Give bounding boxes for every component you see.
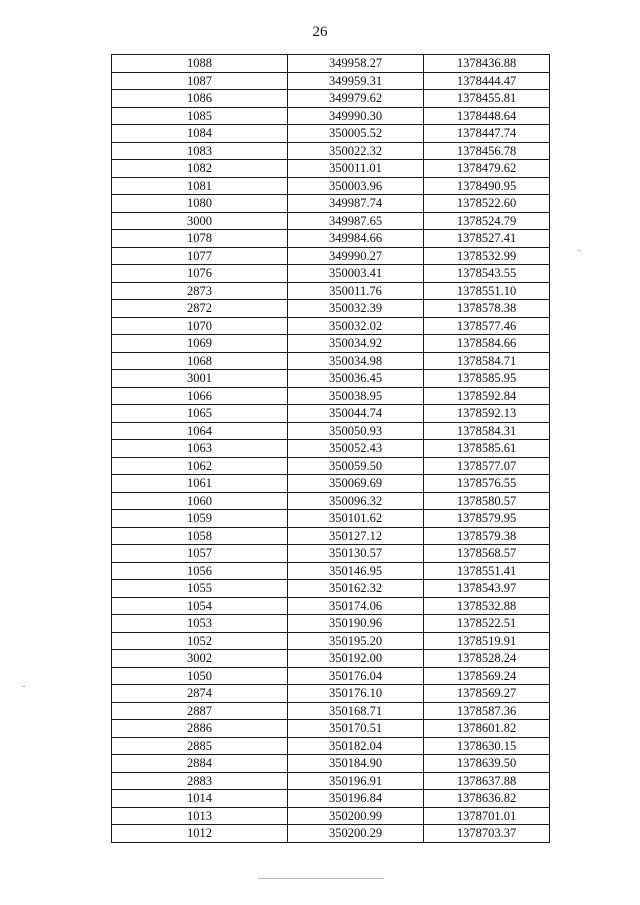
y-coordinate-cell: 1378577.46 <box>424 317 550 335</box>
x-coordinate-cell: 350044.74 <box>288 405 424 423</box>
y-coordinate-cell: 1378551.10 <box>424 282 550 300</box>
x-coordinate-cell: 350101.62 <box>288 510 424 528</box>
point-number-cell: 1085 <box>112 107 288 125</box>
point-number-cell: 1058 <box>112 527 288 545</box>
point-number-cell: 1061 <box>112 475 288 493</box>
point-number-cell: 1063 <box>112 440 288 458</box>
x-coordinate-cell: 350184.90 <box>288 755 424 773</box>
table-row <box>112 142 550 160</box>
y-coordinate-cell: 1378528.24 <box>424 650 550 668</box>
y-coordinate-cell: 1378532.88 <box>424 597 550 615</box>
x-coordinate-cell: 350022.32 <box>288 142 424 160</box>
x-coordinate-cell: 350170.51 <box>288 720 424 738</box>
coordinates-table-body <box>112 55 550 843</box>
table-row <box>112 527 550 545</box>
y-coordinate-cell: 1378592.84 <box>424 387 550 405</box>
table-row <box>112 90 550 108</box>
point-number-cell: 2886 <box>112 720 288 738</box>
table-row <box>112 265 550 283</box>
point-number-cell: 1084 <box>112 125 288 143</box>
table-row <box>112 282 550 300</box>
y-coordinate-cell: 1378522.51 <box>424 615 550 633</box>
point-number-cell: 1070 <box>112 317 288 335</box>
x-coordinate-cell: 350200.29 <box>288 825 424 843</box>
y-coordinate-cell: 1378444.47 <box>424 72 550 90</box>
point-number-cell: 1078 <box>112 230 288 248</box>
point-number-cell: 2872 <box>112 300 288 318</box>
table-row <box>112 597 550 615</box>
table-row <box>112 702 550 720</box>
y-coordinate-cell: 1378543.97 <box>424 580 550 598</box>
coordinates-table <box>111 54 550 843</box>
point-number-cell: 1014 <box>112 790 288 808</box>
table-row <box>112 422 550 440</box>
x-coordinate-cell: 350174.06 <box>288 597 424 615</box>
x-coordinate-cell: 350162.32 <box>288 580 424 598</box>
table-row <box>112 807 550 825</box>
scan-dot-right <box>578 250 581 251</box>
y-coordinate-cell: 1378569.24 <box>424 667 550 685</box>
table-row <box>112 72 550 90</box>
point-number-cell: 1062 <box>112 457 288 475</box>
point-number-cell: 2884 <box>112 755 288 773</box>
y-coordinate-cell: 1378639.50 <box>424 755 550 773</box>
point-number-cell: 1088 <box>112 55 288 73</box>
x-coordinate-cell: 349959.31 <box>288 72 424 90</box>
point-number-cell: 2873 <box>112 282 288 300</box>
point-number-cell: 1060 <box>112 492 288 510</box>
table-row <box>112 247 550 265</box>
table-row <box>112 352 550 370</box>
x-coordinate-cell: 350176.10 <box>288 685 424 703</box>
table-row <box>112 212 550 230</box>
y-coordinate-cell: 1378630.15 <box>424 737 550 755</box>
x-coordinate-cell: 350011.01 <box>288 160 424 178</box>
y-coordinate-cell: 1378524.79 <box>424 212 550 230</box>
x-coordinate-cell: 350052.43 <box>288 440 424 458</box>
x-coordinate-cell: 350127.12 <box>288 527 424 545</box>
x-coordinate-cell: 349979.62 <box>288 90 424 108</box>
table-row <box>112 562 550 580</box>
table-row <box>112 440 550 458</box>
table-row <box>112 650 550 668</box>
table-row <box>112 405 550 423</box>
point-number-cell: 3001 <box>112 370 288 388</box>
y-coordinate-cell: 1378543.55 <box>424 265 550 283</box>
x-coordinate-cell: 350096.32 <box>288 492 424 510</box>
table-row <box>112 510 550 528</box>
y-coordinate-cell: 1378578.38 <box>424 300 550 318</box>
x-coordinate-cell: 350195.20 <box>288 632 424 650</box>
table-row <box>112 195 550 213</box>
point-number-cell: 1050 <box>112 667 288 685</box>
y-coordinate-cell: 1378527.41 <box>424 230 550 248</box>
table-row <box>112 160 550 178</box>
x-coordinate-cell: 350069.69 <box>288 475 424 493</box>
table-row <box>112 55 550 73</box>
y-coordinate-cell: 1378584.71 <box>424 352 550 370</box>
table-row <box>112 755 550 773</box>
y-coordinate-cell: 1378576.55 <box>424 475 550 493</box>
y-coordinate-cell: 1378522.60 <box>424 195 550 213</box>
table-row <box>112 475 550 493</box>
table-row <box>112 317 550 335</box>
point-number-cell: 1077 <box>112 247 288 265</box>
table-row <box>112 772 550 790</box>
y-coordinate-cell: 1378636.82 <box>424 790 550 808</box>
table-row <box>112 720 550 738</box>
y-coordinate-cell: 1378703.37 <box>424 825 550 843</box>
point-number-cell: 1080 <box>112 195 288 213</box>
table-row <box>112 545 550 563</box>
y-coordinate-cell: 1378456.78 <box>424 142 550 160</box>
x-coordinate-cell: 350034.92 <box>288 335 424 353</box>
y-coordinate-cell: 1378579.95 <box>424 510 550 528</box>
x-coordinate-cell: 350011.76 <box>288 282 424 300</box>
table-row <box>112 492 550 510</box>
table-row <box>112 370 550 388</box>
point-number-cell: 1054 <box>112 597 288 615</box>
y-coordinate-cell: 1378455.81 <box>424 90 550 108</box>
point-number-cell: 3000 <box>112 212 288 230</box>
y-coordinate-cell: 1378568.57 <box>424 545 550 563</box>
table-row <box>112 632 550 650</box>
table-row <box>112 177 550 195</box>
table-row <box>112 825 550 843</box>
x-coordinate-cell: 349984.66 <box>288 230 424 248</box>
table-row <box>112 335 550 353</box>
y-coordinate-cell: 1378532.99 <box>424 247 550 265</box>
x-coordinate-cell: 349990.27 <box>288 247 424 265</box>
point-number-cell: 1076 <box>112 265 288 283</box>
table-row <box>112 230 550 248</box>
table-row <box>112 125 550 143</box>
y-coordinate-cell: 1378584.66 <box>424 335 550 353</box>
y-coordinate-cell: 1378579.38 <box>424 527 550 545</box>
point-number-cell: 3002 <box>112 650 288 668</box>
page-number: 26 <box>312 24 328 40</box>
y-coordinate-cell: 1378569.27 <box>424 685 550 703</box>
x-coordinate-cell: 350190.96 <box>288 615 424 633</box>
point-number-cell: 1086 <box>112 90 288 108</box>
table-row <box>112 580 550 598</box>
point-number-cell: 2874 <box>112 685 288 703</box>
x-coordinate-cell: 350032.39 <box>288 300 424 318</box>
point-number-cell: 1053 <box>112 615 288 633</box>
y-coordinate-cell: 1378584.31 <box>424 422 550 440</box>
point-number-cell: 1082 <box>112 160 288 178</box>
point-number-cell: 1064 <box>112 422 288 440</box>
point-number-cell: 1065 <box>112 405 288 423</box>
point-number-cell: 1055 <box>112 580 288 598</box>
point-number-cell: 2885 <box>112 737 288 755</box>
point-number-cell: 1059 <box>112 510 288 528</box>
x-coordinate-cell: 350038.95 <box>288 387 424 405</box>
x-coordinate-cell: 350146.95 <box>288 562 424 580</box>
table-row <box>112 667 550 685</box>
y-coordinate-cell: 1378479.62 <box>424 160 550 178</box>
x-coordinate-cell: 349958.27 <box>288 55 424 73</box>
y-coordinate-cell: 1378448.64 <box>424 107 550 125</box>
x-coordinate-cell: 350196.91 <box>288 772 424 790</box>
y-coordinate-cell: 1378490.95 <box>424 177 550 195</box>
point-number-cell: 1066 <box>112 387 288 405</box>
table-row <box>112 387 550 405</box>
y-coordinate-cell: 1378585.61 <box>424 440 550 458</box>
y-coordinate-cell: 1378637.88 <box>424 772 550 790</box>
table-row <box>112 300 550 318</box>
point-number-cell: 1083 <box>112 142 288 160</box>
point-number-cell: 1052 <box>112 632 288 650</box>
y-coordinate-cell: 1378577.07 <box>424 457 550 475</box>
point-number-cell: 1081 <box>112 177 288 195</box>
point-number-cell: 1012 <box>112 825 288 843</box>
x-coordinate-cell: 350130.57 <box>288 545 424 563</box>
x-coordinate-cell: 350192.00 <box>288 650 424 668</box>
y-coordinate-cell: 1378601.82 <box>424 720 550 738</box>
x-coordinate-cell: 349987.74 <box>288 195 424 213</box>
x-coordinate-cell: 350036.45 <box>288 370 424 388</box>
table-row <box>112 737 550 755</box>
x-coordinate-cell: 350005.52 <box>288 125 424 143</box>
point-number-cell: 1013 <box>112 807 288 825</box>
point-number-cell: 2887 <box>112 702 288 720</box>
x-coordinate-cell: 350059.50 <box>288 457 424 475</box>
x-coordinate-cell: 350182.04 <box>288 737 424 755</box>
point-number-cell: 2883 <box>112 772 288 790</box>
scan-dot-left <box>22 686 25 687</box>
x-coordinate-cell: 350003.96 <box>288 177 424 195</box>
table-row <box>112 685 550 703</box>
x-coordinate-cell: 350034.98 <box>288 352 424 370</box>
point-number-cell: 1056 <box>112 562 288 580</box>
table-row <box>112 107 550 125</box>
y-coordinate-cell: 1378436.88 <box>424 55 550 73</box>
table-row <box>112 790 550 808</box>
point-number-cell: 1057 <box>112 545 288 563</box>
scan-line-bottom <box>258 878 384 879</box>
y-coordinate-cell: 1378592.13 <box>424 405 550 423</box>
point-number-cell: 1087 <box>112 72 288 90</box>
point-number-cell: 1069 <box>112 335 288 353</box>
y-coordinate-cell: 1378701.01 <box>424 807 550 825</box>
y-coordinate-cell: 1378585.95 <box>424 370 550 388</box>
y-coordinate-cell: 1378447.74 <box>424 125 550 143</box>
y-coordinate-cell: 1378580.57 <box>424 492 550 510</box>
x-coordinate-cell: 350050.93 <box>288 422 424 440</box>
x-coordinate-cell: 349990.30 <box>288 107 424 125</box>
y-coordinate-cell: 1378519.91 <box>424 632 550 650</box>
y-coordinate-cell: 1378551.41 <box>424 562 550 580</box>
x-coordinate-cell: 350196.84 <box>288 790 424 808</box>
x-coordinate-cell: 350032.02 <box>288 317 424 335</box>
point-number-cell: 1068 <box>112 352 288 370</box>
x-coordinate-cell: 349987.65 <box>288 212 424 230</box>
table-row <box>112 615 550 633</box>
y-coordinate-cell: 1378587.36 <box>424 702 550 720</box>
table-row <box>112 457 550 475</box>
x-coordinate-cell: 350168.71 <box>288 702 424 720</box>
x-coordinate-cell: 350176.04 <box>288 667 424 685</box>
x-coordinate-cell: 350003.41 <box>288 265 424 283</box>
x-coordinate-cell: 350200.99 <box>288 807 424 825</box>
